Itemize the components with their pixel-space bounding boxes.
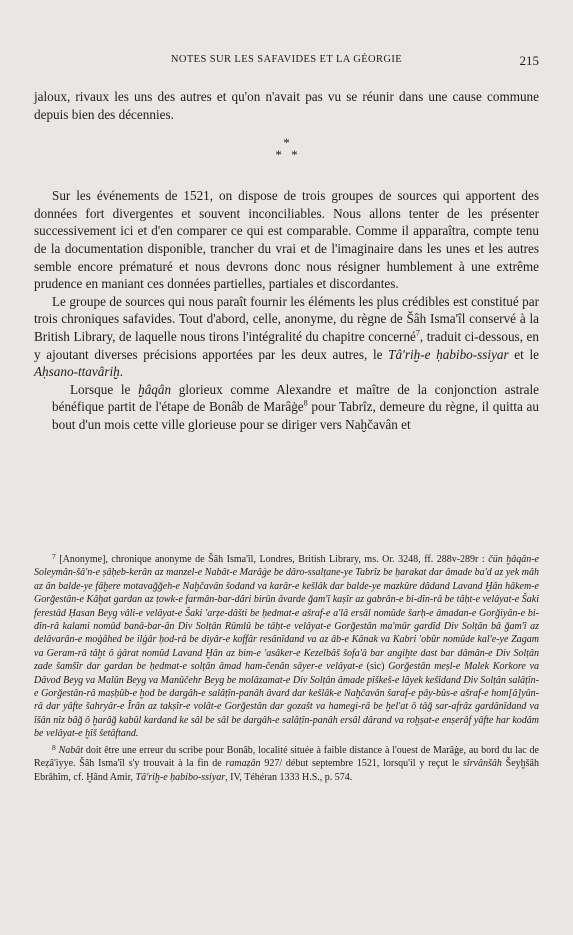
title-ahsan: Aḥsano-ttavâriḫ xyxy=(34,364,120,380)
footnotes xyxy=(34,550,539,784)
footnote-8-term-nabat: Nabât xyxy=(55,744,84,756)
paragraph-continuation: jaloux, rivaux les uns des autres et qu'on n'avait pas vu se réunir dans une cause commune depuis bien des décennies. xyxy=(34,89,539,122)
section-separator xyxy=(34,137,539,161)
paragraph-chronicles xyxy=(34,293,539,381)
footnote-8-text-b: doit être une erreur du scribe pour Bonâb, localité située à faible distance à l'ouest de Marâġe, au bord du lac de Reẓâ'iyye. Šâh Isma'îl s'y trouvait à la fin de xyxy=(34,744,539,770)
main-text xyxy=(34,88,539,434)
translated-quote xyxy=(52,381,539,434)
quote-term-khaqan: ḫâqân xyxy=(138,381,172,397)
footnote-7-persian-text-2: Gorğestân meṣl-e Malek Korkore va Dâvod Beyg va Malûn Beyg va Manûčehr Beyg be molâzamat-e Div Solṭân âmade pîškeš-e lâyek kešîdand Div Solṭân salâṭîn-e Gorğestân-râ maṣḥûb-e ḫod be dargâh-e salâṭîn-panâh âvard dar kešlâk-e Naḫčavân šaraf-e pây-bûs-e ašraf-e hom[â]yûn-râ dar yâfte šahryâr-e Îrân az takṣîr-e volât-e Gorğestân dar gozašt va hamegi-râ be ḫel'at ô tâğ sar-afrâz gardânîdand va îšân nîz bâğ ô ḫarâğ kabûl kardand ke sâl be sâl be dargâh-e salâṭîn-panâh ersâl dârand va roḫṣat-e enṣerâf yâfte har kodâm be velâyat-e ḫîš šetâftand. xyxy=(34,661,540,740)
chronicles-end: . xyxy=(119,364,124,380)
footnote-7-number: 7 xyxy=(52,552,56,561)
paragraph-sources: Sur les événements de 1521, on dispose de trois groupes de sources qui apportent des données fort divergentes et souvent inconciliables. Nous allons tenter de les présenter successivement ici et d'en comparer ce qui est comparable. Comme il apparaîtra, compte tenu de la documentation disponible, trancher du vrai et de l'imaginaire dans les unes et les autres semble encore prématuré et nous devrons donc nous résigner humblement à une extrême prudence en maniant ces données partielles, partiales et discordantes. xyxy=(34,188,539,292)
footnote-8-month: ramaẓân xyxy=(225,758,261,770)
quote-text-b: glorieux comme Alexandre et maître de la conjonction astrale bénéfique partit de l'étape de Bonâb de Marâġe xyxy=(52,381,540,415)
asterism-top: * xyxy=(283,135,290,151)
chronicles-text-a: Le groupe de sources qui nous paraît fournir les éléments les plus crédibles est constitué par trois chroniques safavides. Tout d'abord, celle, anonyme, du règne de Šâh Isma'îl conservé à la British Library, de laquelle nous tirons l'intégralité du chapitre concerné xyxy=(34,293,539,344)
footnote-8-term-shirvanshah: sîrvânšâh xyxy=(462,758,502,770)
footnote-8 xyxy=(34,741,539,784)
footnote-ref-8: 8 xyxy=(303,398,308,408)
chronicles-and: et le xyxy=(508,346,539,362)
footnote-7 xyxy=(34,550,539,741)
quote-text-a: Lorsque le xyxy=(70,381,139,397)
footnote-ref-7: 7 xyxy=(415,328,420,338)
quote-text-c: pour Tabrîz, demeure du règne, il quitta au bout d'un mois cette ville glorieuse pour se diriger vers Naḫčavân et xyxy=(52,399,539,432)
title-habib: Tâ'riḫ-e ḥabibo-ssiyar xyxy=(388,346,509,362)
footnote-8-text-d: Šeyḫšâh Ebrâhîm, cf. Ḫând Amir, xyxy=(34,758,539,783)
asterism-bottom: * * xyxy=(275,147,298,163)
footnote-7-citation: [Anonyme], chronique anonyme de Šâh Isma'îl, Londres, British Library, ms. Or. 3248, ff. 288v-289r : xyxy=(59,554,489,565)
footnote-8-text-c: 927/ début septembre 1521, lorsqu'il y reçut le xyxy=(260,758,463,770)
footnote-7-persian-text: čün ḫâqân-e Soleymân-šâ'n-e ṣâḥeb-kerân az manzel-e Nabât-e Marâġe be dâro-ssalṭane-ye Tabrîz be ḥarakat dar âmade ba'd az yek mâh az ân balde-ye fâḫere motavağğeh-e Naḫčavân šodand va karâr-e kešlâk dar balde-ye mazkûre dâdand Lavand Ḫân hâkem-e Gorğestân-e Kâḫat gardan az ṭowk-e farmân-bar-dâri birûn âvarde ğam'î kaṣîr az gabrân-e bi-dîn-râ be tâḥt-e velâyat-e Šaki ferestâd Ḥasan Beyg vâli-e velâyat-e Šaki 'arẓe-dâšti be ḥedmat-e ašraf-e a'lâ ersâl nomûde šarḥ-e âmadan-e Gorğiyân-e bi-dîn-râ kalami nomûd banâ-bar-ân Div Solṭân Rûmlû be tâḥt-e velâyat-e Gorğestân ma'mûr gardîd Div Solṭân bâ ğam'î az delâvarân-e moġâhed be ilġâr ḥod-râ be diyâr-e koffâr resânîdand va az âb-e Kânak va Kabri 'obûr nomûde kal'e-ye Zagam va Geram-râ tâḫt ô ġârat nomûd Lavand Ḫân az bim-e 'asâker-e Kezelbâš šofa'â bar angiḫte dast bar dâmân-e Div Solṭân zade šamšîr dar gardan be ḥedmat-e solṭân âmad ham-čenân sâyer-e velâyat-e xyxy=(34,554,539,673)
footnote-8-title: Tâ'riḫ-e ḥabibo-ssiyar xyxy=(135,771,226,783)
chronicles-text-b: , traduit ci-dessous, en y ajoutant diverses précisions apportées par les deux autres, le xyxy=(34,328,540,362)
footnote-7-sic: (sic) xyxy=(362,661,389,673)
page-number: 215 xyxy=(519,53,539,68)
footnote-8-number: 8 xyxy=(52,742,56,752)
footnote-8-text-e: , IV, Téhéran 1333 H.S., p. 574. xyxy=(225,771,353,783)
running-title: NOTES SUR LES SAFAVIDES ET LA GÉORGIE xyxy=(170,54,403,65)
page-header xyxy=(34,54,539,68)
